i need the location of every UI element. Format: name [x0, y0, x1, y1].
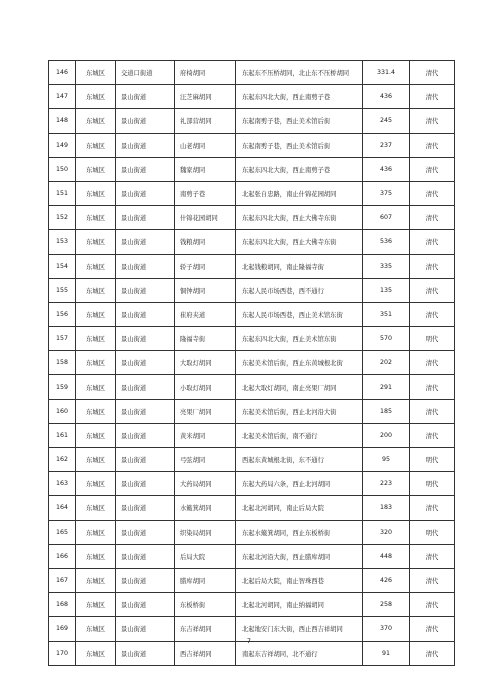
cell-era: 清代 — [410, 278, 455, 302]
cell-route: 东起大药局六条，西止北河胡同 — [236, 472, 363, 496]
cell-street: 景山街道 — [116, 544, 175, 568]
cell-era: 明代 — [410, 520, 455, 544]
cell-route: 北起美术馆后街，南不通行 — [236, 423, 363, 447]
table-row — [49, 399, 455, 423]
cell-era: 清代 — [410, 157, 455, 181]
cell-length: 237 — [363, 133, 410, 157]
cell-route: 北起钱粮胡同，南止隆福寺街 — [236, 254, 363, 278]
table-body — [49, 61, 455, 666]
cell-district: 东城区 — [76, 641, 116, 665]
cell-number: 161 — [49, 423, 76, 447]
cell-street: 景山街道 — [116, 496, 175, 520]
cell-era: 清代 — [410, 593, 455, 617]
cell-hutong-name: 铜钟胡同 — [175, 278, 236, 302]
cell-hutong-name: 亮果厂胡同 — [175, 399, 236, 423]
cell-hutong-name: 大药局胡同 — [175, 472, 236, 496]
cell-street: 景山街道 — [116, 230, 175, 254]
cell-number: 169 — [49, 617, 76, 641]
table-row — [49, 375, 455, 399]
cell-number: 165 — [49, 520, 76, 544]
cell-length: 202 — [363, 351, 410, 375]
cell-district: 东城区 — [76, 520, 116, 544]
cell-route: 东起南剪子巷，西止美术馆后街 — [236, 133, 363, 157]
cell-street: 景山街道 — [116, 448, 175, 472]
cell-route: 东起美术馆后街，西止北河沿大街 — [236, 399, 363, 423]
cell-length: 245 — [363, 109, 410, 133]
cell-era: 清代 — [410, 496, 455, 520]
cell-hutong-name: 什锦花园胡同 — [175, 206, 236, 230]
cell-hutong-name: 钱粮胡同 — [175, 230, 236, 254]
cell-street: 景山街道 — [116, 399, 175, 423]
cell-era: 清代 — [410, 302, 455, 326]
cell-route: 东起东四北大街，西止美术馆东街 — [236, 327, 363, 351]
cell-district: 东城区 — [76, 133, 116, 157]
cell-street: 景山街道 — [116, 254, 175, 278]
cell-era: 清代 — [410, 423, 455, 447]
table-row — [49, 351, 455, 375]
cell-number: 152 — [49, 206, 76, 230]
cell-number: 168 — [49, 593, 76, 617]
cell-number: 160 — [49, 399, 76, 423]
table-row — [49, 278, 455, 302]
cell-street: 景山街道 — [116, 351, 175, 375]
table-row — [49, 544, 455, 568]
table-row — [49, 472, 455, 496]
cell-length: 351 — [363, 302, 410, 326]
cell-era: 清代 — [410, 399, 455, 423]
cell-district: 东城区 — [76, 206, 116, 230]
cell-street: 景山街道 — [116, 302, 175, 326]
cell-street: 景山街道 — [116, 157, 175, 181]
cell-number: 157 — [49, 327, 76, 351]
hutong-table-container — [48, 60, 454, 666]
cell-route: 东起人民市场西巷，西不通行 — [236, 278, 363, 302]
cell-hutong-name: 大取灯胡同 — [175, 351, 236, 375]
cell-hutong-name: 魏家胡同 — [175, 157, 236, 181]
cell-length: 448 — [363, 544, 410, 568]
cell-era: 清代 — [410, 109, 455, 133]
cell-route: 东起水簸箕胡同，西止东板桥街 — [236, 520, 363, 544]
cell-street: 景山街道 — [116, 617, 175, 641]
cell-district: 东城区 — [76, 181, 116, 205]
cell-era: 清代 — [410, 61, 455, 85]
cell-length: 370 — [363, 617, 410, 641]
cell-length: 436 — [363, 85, 410, 109]
cell-era: 清代 — [410, 181, 455, 205]
cell-district: 东城区 — [76, 568, 116, 592]
cell-era: 清代 — [410, 85, 455, 109]
cell-route: 东起东四北大街，西止南剪子巷 — [236, 157, 363, 181]
cell-district: 东城区 — [76, 109, 116, 133]
cell-hutong-name: 府椅胡同 — [175, 61, 236, 85]
cell-era: 明代 — [410, 327, 455, 351]
cell-number: 150 — [49, 157, 76, 181]
cell-length: 183 — [363, 496, 410, 520]
cell-district: 东城区 — [76, 85, 116, 109]
cell-length: 335 — [363, 254, 410, 278]
cell-hutong-name: 小取灯胡同 — [175, 375, 236, 399]
cell-era: 清代 — [410, 568, 455, 592]
cell-district: 东城区 — [76, 593, 116, 617]
cell-street: 景山街道 — [116, 423, 175, 447]
table-row — [49, 85, 455, 109]
table-row — [49, 206, 455, 230]
table-row — [49, 254, 455, 278]
cell-street: 景山街道 — [116, 520, 175, 544]
cell-length: 223 — [363, 472, 410, 496]
cell-street: 景山街道 — [116, 85, 175, 109]
cell-route: 北起大取灯胡同，南止亮果厂胡同 — [236, 375, 363, 399]
cell-era: 清代 — [410, 230, 455, 254]
cell-district: 东城区 — [76, 254, 116, 278]
cell-era: 清代 — [410, 133, 455, 157]
cell-street: 景山街道 — [116, 568, 175, 592]
cell-hutong-name: 西吉祥胡同 — [175, 641, 236, 665]
cell-number: 167 — [49, 568, 76, 592]
cell-length: 200 — [363, 423, 410, 447]
cell-street: 景山街道 — [116, 375, 175, 399]
page-number: 7 — [246, 637, 252, 645]
cell-district: 东城区 — [76, 302, 116, 326]
cell-district: 东城区 — [76, 230, 116, 254]
cell-district: 东城区 — [76, 617, 116, 641]
cell-route: 东起美术馆后街，西止东黄城根北街 — [236, 351, 363, 375]
cell-length: 426 — [363, 568, 410, 592]
cell-street: 景山街道 — [116, 593, 175, 617]
cell-era: 清代 — [410, 254, 455, 278]
cell-route: 南起东吉祥胡同，北不通行 — [236, 641, 363, 665]
cell-route: 西起东黄城根北街，东不通行 — [236, 448, 363, 472]
table-row — [49, 520, 455, 544]
cell-era: 明代 — [410, 472, 455, 496]
cell-street: 景山街道 — [116, 472, 175, 496]
table-row — [49, 157, 455, 181]
table-row — [49, 61, 455, 85]
cell-number: 166 — [49, 544, 76, 568]
cell-hutong-name: 轿子胡同 — [175, 254, 236, 278]
cell-district: 东城区 — [76, 399, 116, 423]
cell-length: 185 — [363, 399, 410, 423]
cell-number: 162 — [49, 448, 76, 472]
cell-era: 清代 — [410, 351, 455, 375]
cell-hutong-name: 后局大院 — [175, 544, 236, 568]
table-row — [49, 302, 455, 326]
cell-route: 东起南剪子巷，西止美术馆后街 — [236, 109, 363, 133]
table-row — [49, 496, 455, 520]
cell-route: 东起东四北大街，西止南剪子巷 — [236, 85, 363, 109]
cell-number: 170 — [49, 641, 76, 665]
cell-length: 607 — [363, 206, 410, 230]
cell-route: 北起北河胡同，南止纳福胡同 — [236, 593, 363, 617]
cell-era: 明代 — [410, 448, 455, 472]
cell-number: 146 — [49, 61, 76, 85]
cell-era: 清代 — [410, 544, 455, 568]
table-row — [49, 593, 455, 617]
table-row — [49, 448, 455, 472]
cell-number: 151 — [49, 181, 76, 205]
cell-hutong-name: 汪芝麻胡同 — [175, 85, 236, 109]
cell-route: 北起地安门东大街，西止西吉祥胡同 — [236, 617, 363, 641]
cell-length: 536 — [363, 230, 410, 254]
cell-street: 景山街道 — [116, 327, 175, 351]
cell-length: 570 — [363, 327, 410, 351]
hutong-table — [48, 60, 455, 666]
cell-length: 375 — [363, 181, 410, 205]
cell-route: 北起张自忠路，南止什锦花园胡同 — [236, 181, 363, 205]
cell-number: 148 — [49, 109, 76, 133]
cell-length: 291 — [363, 375, 410, 399]
cell-route: 北起北河胡同，南止后局大院 — [236, 496, 363, 520]
cell-hutong-name: 南剪子巷 — [175, 181, 236, 205]
cell-district: 东城区 — [76, 375, 116, 399]
cell-number: 153 — [49, 230, 76, 254]
cell-number: 163 — [49, 472, 76, 496]
cell-district: 东城区 — [76, 472, 116, 496]
cell-street: 景山街道 — [116, 641, 175, 665]
cell-street: 景山街道 — [116, 109, 175, 133]
table-row — [49, 181, 455, 205]
cell-hutong-name: 水簸箕胡同 — [175, 496, 236, 520]
cell-era: 清代 — [410, 641, 455, 665]
cell-route: 东起北河沿大街，西止腊库胡同 — [236, 544, 363, 568]
cell-length: 135 — [363, 278, 410, 302]
table-row — [49, 109, 455, 133]
cell-hutong-name: 黄米胡同 — [175, 423, 236, 447]
cell-district: 东城区 — [76, 496, 116, 520]
cell-district: 东城区 — [76, 278, 116, 302]
cell-hutong-name: 山老胡同 — [175, 133, 236, 157]
cell-route: 北起后局大院，南止智珠西巷 — [236, 568, 363, 592]
cell-number: 154 — [49, 254, 76, 278]
cell-route: 东起人民市场西巷，西止美术馆东街 — [236, 302, 363, 326]
cell-era: 清代 — [410, 617, 455, 641]
table-row — [49, 568, 455, 592]
cell-length: 258 — [363, 593, 410, 617]
cell-district: 东城区 — [76, 157, 116, 181]
table-row — [49, 230, 455, 254]
table-row — [49, 423, 455, 447]
cell-hutong-name: 弓弦胡同 — [175, 448, 236, 472]
cell-number: 158 — [49, 351, 76, 375]
cell-district: 东城区 — [76, 544, 116, 568]
cell-district: 东城区 — [76, 448, 116, 472]
cell-hutong-name: 东吉祥胡同 — [175, 617, 236, 641]
cell-number: 147 — [49, 85, 76, 109]
cell-hutong-name: 东板桥街 — [175, 593, 236, 617]
cell-hutong-name: 礼部营胡同 — [175, 109, 236, 133]
table-row — [49, 327, 455, 351]
cell-hutong-name: 崔府夹道 — [175, 302, 236, 326]
cell-route: 东起东四北大街，西止大佛寺东街 — [236, 230, 363, 254]
cell-era: 清代 — [410, 206, 455, 230]
cell-district: 东城区 — [76, 327, 116, 351]
cell-hutong-name: 腊库胡同 — [175, 568, 236, 592]
cell-length: 95 — [363, 448, 410, 472]
cell-length: 436 — [363, 157, 410, 181]
cell-street: 景山街道 — [116, 133, 175, 157]
cell-hutong-name: 隆福寺街 — [175, 327, 236, 351]
cell-district: 东城区 — [76, 351, 116, 375]
cell-number: 149 — [49, 133, 76, 157]
cell-route: 东起东四北大街，西止大佛寺东街 — [236, 206, 363, 230]
cell-length: 320 — [363, 520, 410, 544]
cell-number: 159 — [49, 375, 76, 399]
cell-district: 东城区 — [76, 61, 116, 85]
cell-length: 331.4 — [363, 61, 410, 85]
cell-district: 东城区 — [76, 423, 116, 447]
cell-number: 155 — [49, 278, 76, 302]
table-row — [49, 133, 455, 157]
cell-route: 东起东不压桥胡同，北止东不压桥胡同 — [236, 61, 363, 85]
cell-street: 景山街道 — [116, 278, 175, 302]
cell-era: 清代 — [410, 375, 455, 399]
cell-hutong-name: 织染局胡同 — [175, 520, 236, 544]
cell-length: 91 — [363, 641, 410, 665]
cell-street: 景山街道 — [116, 206, 175, 230]
cell-number: 164 — [49, 496, 76, 520]
cell-street: 交道口街道 — [116, 61, 175, 85]
cell-number: 156 — [49, 302, 76, 326]
cell-street: 景山街道 — [116, 181, 175, 205]
